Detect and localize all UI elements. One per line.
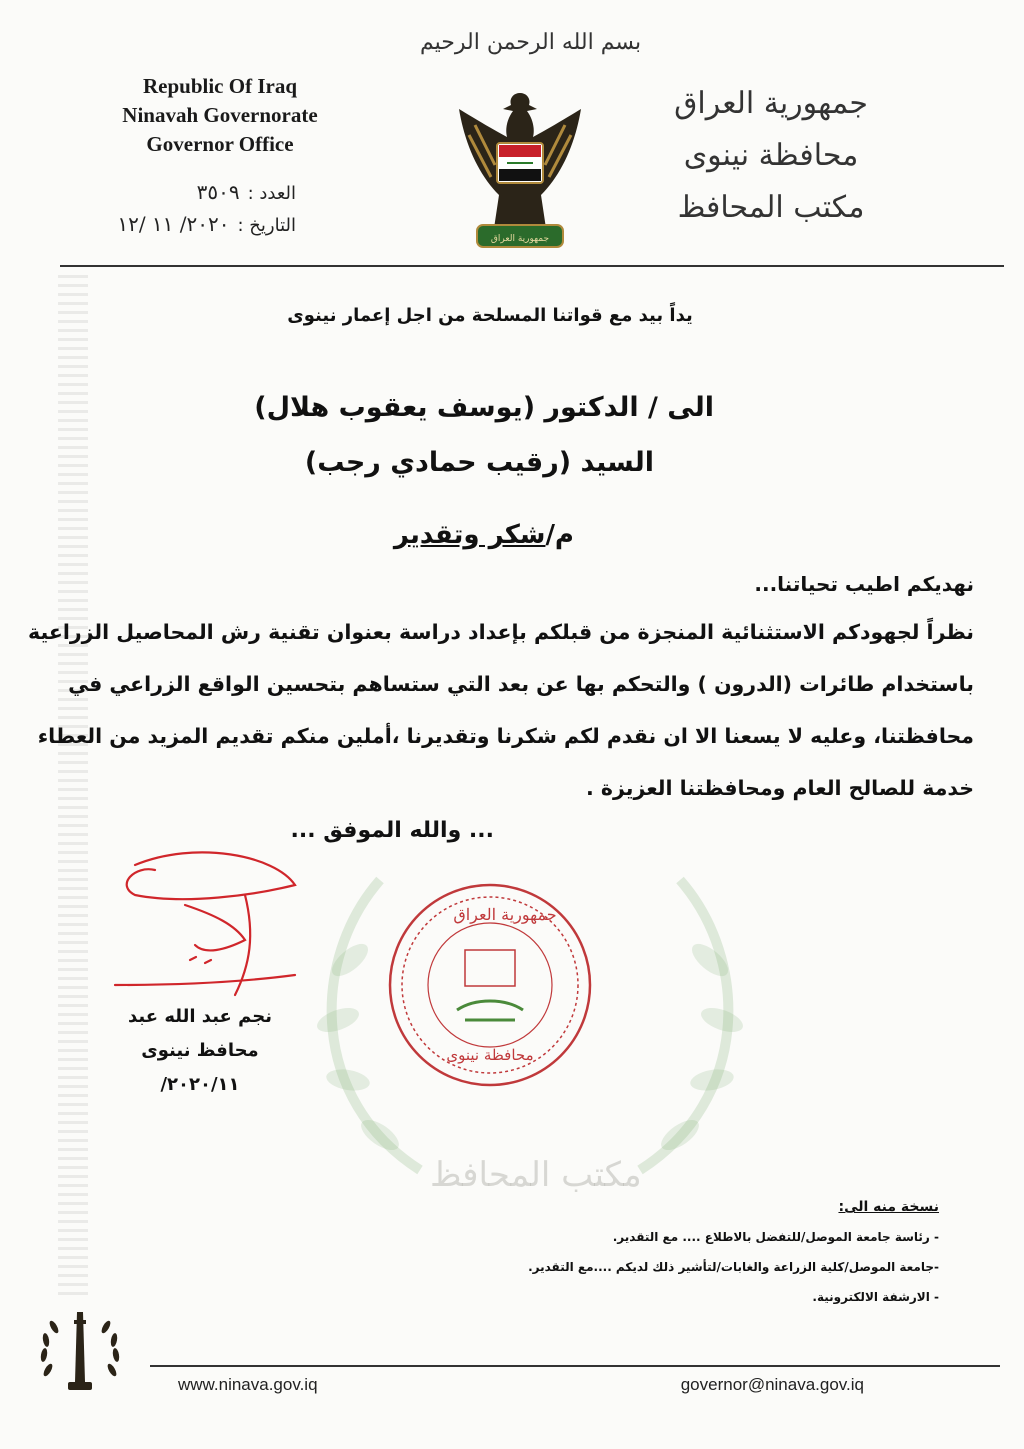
- recipient-line-1: الى / الدكتور (يوسف يعقوب هلال): [254, 392, 714, 423]
- letter-body: [28, 606, 974, 814]
- signatory-block: [120, 1000, 280, 1102]
- arabic-header-line: محافظة نينوى: [683, 138, 859, 173]
- subject-text: شكر وتقدير: [393, 520, 546, 550]
- signatory-name: نجم عبد الله عبد: [128, 1006, 272, 1027]
- header-divider: [60, 265, 1004, 267]
- slogan: يداً بيد مع قواتنا المسلحة من اجل إعمار نينوى: [287, 305, 693, 326]
- greeting: نهديكم اطيب تحياتنا...: [754, 572, 974, 596]
- side-ornament-strip: [58, 275, 88, 1295]
- copy-to-list: [379, 1192, 939, 1312]
- official-stamp: [385, 880, 595, 1090]
- signatory-title: محافظ نينوى: [141, 1040, 259, 1061]
- reference-number-value: ٣٥٠٩: [196, 180, 240, 204]
- reference-date: [117, 212, 296, 236]
- signatory-date: ٢٠٢٠/١١/: [160, 1074, 240, 1095]
- copy-to-title: نسخة منه الى:: [838, 1199, 939, 1215]
- emblem-caption: جمهورية العراق: [490, 234, 550, 244]
- subject-line: [394, 520, 574, 550]
- reference-date-label: التاريخ :: [237, 215, 296, 236]
- footer-divider: [150, 1365, 1000, 1367]
- english-letterhead: [70, 72, 370, 159]
- watermark-text: مكتب المحافظ: [430, 1155, 642, 1195]
- copy-to-item: -جامعة الموصل/كلية الزراعة والغابات/لتأشير ذلك لديكم ....مع التقدير.: [528, 1260, 939, 1274]
- iraq-eagle-emblem-icon: [455, 85, 585, 255]
- handwritten-signature: [95, 835, 325, 1015]
- body-line: نظراً لجهودكم الاستثنائية المنجزة من قبلكم بإعداد دراسة بعنوان تقنية رش المحاصيل الزراعية: [28, 620, 974, 644]
- arabic-letterhead: [606, 78, 936, 234]
- reference-number-label: العدد :: [247, 183, 296, 204]
- footer-email: governor@ninava.gov.iq: [680, 1375, 864, 1394]
- body-line: خدمة للصالح العام ومحافظتنا العزيزة .: [586, 776, 974, 800]
- closing-phrase: ... والله الموفق ...: [290, 818, 494, 843]
- body-line: باستخدام طائرات (الدرون ) والتحكم بها عن بعد التي ستساهم بتحسين الواقع الزراعي في: [68, 672, 974, 696]
- copy-to-item: - رئاسة جامعة الموصل/للتفضل بالاطلاع .... مع التقدير.: [612, 1230, 939, 1244]
- footer-website: www.ninava.gov.iq: [178, 1375, 318, 1394]
- reference-number: [197, 180, 296, 204]
- stamp-top-text: جمهورية العراق: [453, 905, 557, 924]
- arabic-header-line: جمهورية العراق: [674, 86, 868, 121]
- arabic-header-line: مكتب المحافظ: [677, 190, 865, 225]
- ninava-minaret-logo-icon: [30, 1300, 130, 1400]
- body-line: محافظتنا، وعليه لا يسعنا الا ان نقدم لكم شكرنا وتقديرنا ،أملين منكم تقديم المزيد من العطاء: [37, 724, 974, 748]
- copy-to-item: - الارشفة الالكترونية.: [812, 1290, 939, 1304]
- recipient-line-2: السيد (رقيب حمادي رجب): [304, 447, 654, 478]
- english-header-line: Governor Office: [146, 132, 294, 156]
- english-header-line: Republic Of Iraq: [142, 74, 297, 98]
- subject-prefix: م/: [545, 520, 574, 550]
- basmala: بسم الله الرحمن الرحيم: [420, 30, 642, 55]
- english-header-line: Ninavah Governorate: [122, 103, 318, 127]
- stamp-bottom-text: محافظة نينوى: [446, 1046, 534, 1064]
- reference-date-value: ٢٠٢٠/ ١١ /١٢: [117, 212, 230, 236]
